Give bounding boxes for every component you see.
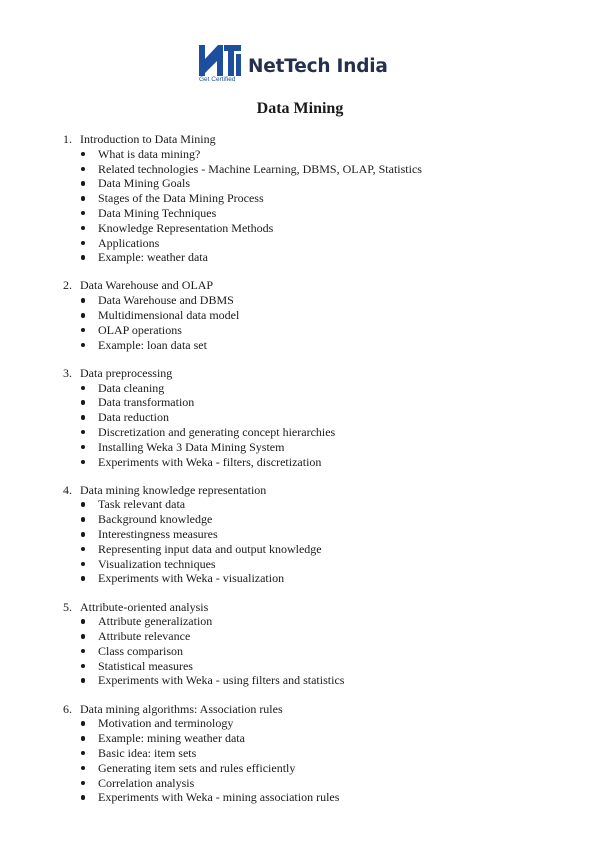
list-item [0, 410, 600, 425]
list-item [0, 542, 600, 557]
brand-name: NetTech India [248, 56, 388, 77]
list-item [0, 512, 600, 527]
list-item-text: Class comparison [98, 643, 183, 658]
list-item-text: Example: weather data [98, 250, 208, 265]
bullet-icon [81, 167, 86, 172]
list-item [0, 162, 600, 177]
list-item [0, 614, 600, 629]
bullet-icon [81, 255, 86, 260]
bullet-icon [81, 547, 86, 552]
list-item-text: Generating item sets and rules efficiently [98, 760, 296, 775]
list-item-text: Data Mining Goals [98, 176, 190, 191]
list-item [0, 395, 600, 410]
bullet-icon [81, 211, 86, 216]
bullet-icon [81, 343, 86, 348]
list-item-text: OLAP operations [98, 322, 182, 337]
list-item-text: Stages of the Data Mining Process [98, 191, 264, 206]
list-item-text: Multidimensional data model [98, 308, 240, 323]
list-item [0, 571, 600, 586]
bullet-icon [81, 736, 86, 741]
list-item-text: Data Warehouse and DBMS [98, 293, 234, 308]
section-heading [0, 702, 600, 717]
section-title: Data mining algorithms: Association rules [80, 701, 283, 716]
list-item-text: Example: mining weather data [98, 731, 245, 746]
list-item [0, 308, 600, 323]
section-number: 6. [63, 701, 72, 716]
list-item-text: Representing input data and output knowledge [98, 541, 322, 556]
section-title: Data preprocessing [80, 365, 173, 380]
section-number: 1. [63, 132, 72, 146]
bullet-icon [81, 181, 86, 186]
section-number: 2. [63, 278, 72, 293]
bullet-icon [81, 430, 86, 435]
list-item [0, 673, 600, 688]
list-item [0, 746, 600, 761]
bullet-icon [81, 532, 86, 537]
list-item [0, 776, 600, 791]
list-item [0, 176, 600, 191]
bullet-icon [81, 517, 86, 522]
bullet-icon [81, 386, 86, 391]
bullet-icon [81, 241, 86, 246]
list-item [0, 659, 600, 674]
list-item [0, 338, 600, 353]
list-item [0, 250, 600, 265]
bullet-icon [81, 766, 86, 771]
list-item-text: Data Mining Techniques [98, 205, 217, 220]
bullet-icon [81, 576, 86, 581]
list-item [0, 527, 600, 542]
bullet-icon [81, 562, 86, 567]
nti-logo-icon [198, 42, 242, 76]
list-item-text: Visualization techniques [98, 556, 216, 571]
syllabus-section [0, 600, 600, 689]
list-item [0, 557, 600, 572]
brand-logo [198, 40, 403, 88]
bullet-icon [81, 328, 86, 333]
list-item-text: Statistical measures [98, 658, 193, 673]
section-title: Attribute-oriented analysis [80, 599, 209, 614]
section-heading [0, 278, 600, 293]
section-heading [0, 366, 600, 381]
list-item [0, 761, 600, 776]
list-item [0, 644, 600, 659]
syllabus-section [0, 483, 600, 587]
list-item [0, 629, 600, 644]
list-item-text: Experiments with Weka - visualization [98, 571, 285, 586]
list-item [0, 497, 600, 512]
list-item [0, 790, 600, 805]
list-item [0, 236, 600, 251]
bullet-icon [81, 196, 86, 201]
list-item [0, 191, 600, 206]
section-title: Data Warehouse and OLAP [80, 278, 214, 293]
list-item-text: Example: loan data set [98, 337, 207, 352]
list-item [0, 440, 600, 455]
list-item-text: Task relevant data [98, 497, 186, 512]
list-item-text: Knowledge Representation Methods [98, 220, 274, 235]
list-item [0, 425, 600, 440]
list-item-text: What is data mining? [98, 146, 201, 161]
bullet-icon [81, 721, 86, 726]
list-item [0, 731, 600, 746]
list-item [0, 293, 600, 308]
list-item-text: Related technologies - Machine Learning, DBMS, OLAP, Statistics [98, 161, 422, 176]
section-heading [0, 600, 600, 615]
syllabus-section [0, 702, 600, 806]
page-title: Data Mining [256, 100, 344, 117]
section-number: 4. [63, 482, 72, 497]
list-item-text: Experiments with Weka - using filters and statistics [98, 673, 345, 688]
bullet-icon [81, 298, 86, 303]
list-item-text: Motivation and terminology [98, 716, 234, 731]
list-item [0, 147, 600, 162]
syllabus-section [0, 132, 600, 265]
list-item-text: Discretization and generating concept hierarchies [98, 424, 336, 439]
syllabus-section [0, 278, 600, 352]
bullet-icon [81, 415, 86, 420]
list-item [0, 221, 600, 236]
bullet-icon [81, 460, 86, 465]
list-item-text: Installing Weka 3 Data Mining System [98, 439, 285, 454]
bullet-icon [81, 400, 86, 405]
section-title: Introduction to Data Mining [80, 132, 216, 146]
bullet-icon [81, 313, 86, 318]
list-item-text: Experiments with Weka - mining association rules [98, 790, 340, 805]
bullet-icon [81, 678, 86, 683]
list-item-text: Background knowledge [98, 512, 213, 527]
list-item-text: Experiments with Weka - filters, discretization [98, 454, 322, 469]
bullet-icon [81, 152, 86, 157]
list-item [0, 381, 600, 396]
list-item [0, 455, 600, 470]
bullet-icon [81, 751, 86, 756]
list-item-text: Data transformation [98, 395, 195, 410]
brand-tagline: Get Certified [199, 76, 236, 83]
list-item-text: Applications [98, 235, 160, 250]
section-heading [0, 132, 600, 147]
section-heading [0, 483, 600, 498]
bullet-icon [81, 226, 86, 231]
list-item [0, 716, 600, 731]
list-item [0, 206, 600, 221]
list-item-text: Basic idea: item sets [98, 745, 197, 760]
list-item [0, 323, 600, 338]
bullet-icon [81, 795, 86, 800]
list-item-text: Interestingness measures [98, 527, 218, 542]
section-title: Data mining knowledge representation [80, 482, 267, 497]
section-number: 5. [63, 599, 72, 614]
bullet-icon [81, 664, 86, 669]
syllabus-section [0, 366, 600, 470]
bullet-icon [81, 634, 86, 639]
syllabus-list [0, 132, 600, 818]
bullet-icon [81, 649, 86, 654]
section-number: 3. [63, 365, 72, 380]
bullet-icon [81, 445, 86, 450]
bullet-icon [81, 781, 86, 786]
bullet-icon [81, 502, 86, 507]
list-item-text: Attribute relevance [98, 629, 191, 644]
list-item-text: Data cleaning [98, 380, 165, 395]
bullet-icon [81, 619, 86, 624]
list-item-text: Data reduction [98, 410, 169, 425]
list-item-text: Attribute generalization [98, 614, 213, 629]
list-item-text: Correlation analysis [98, 775, 195, 790]
